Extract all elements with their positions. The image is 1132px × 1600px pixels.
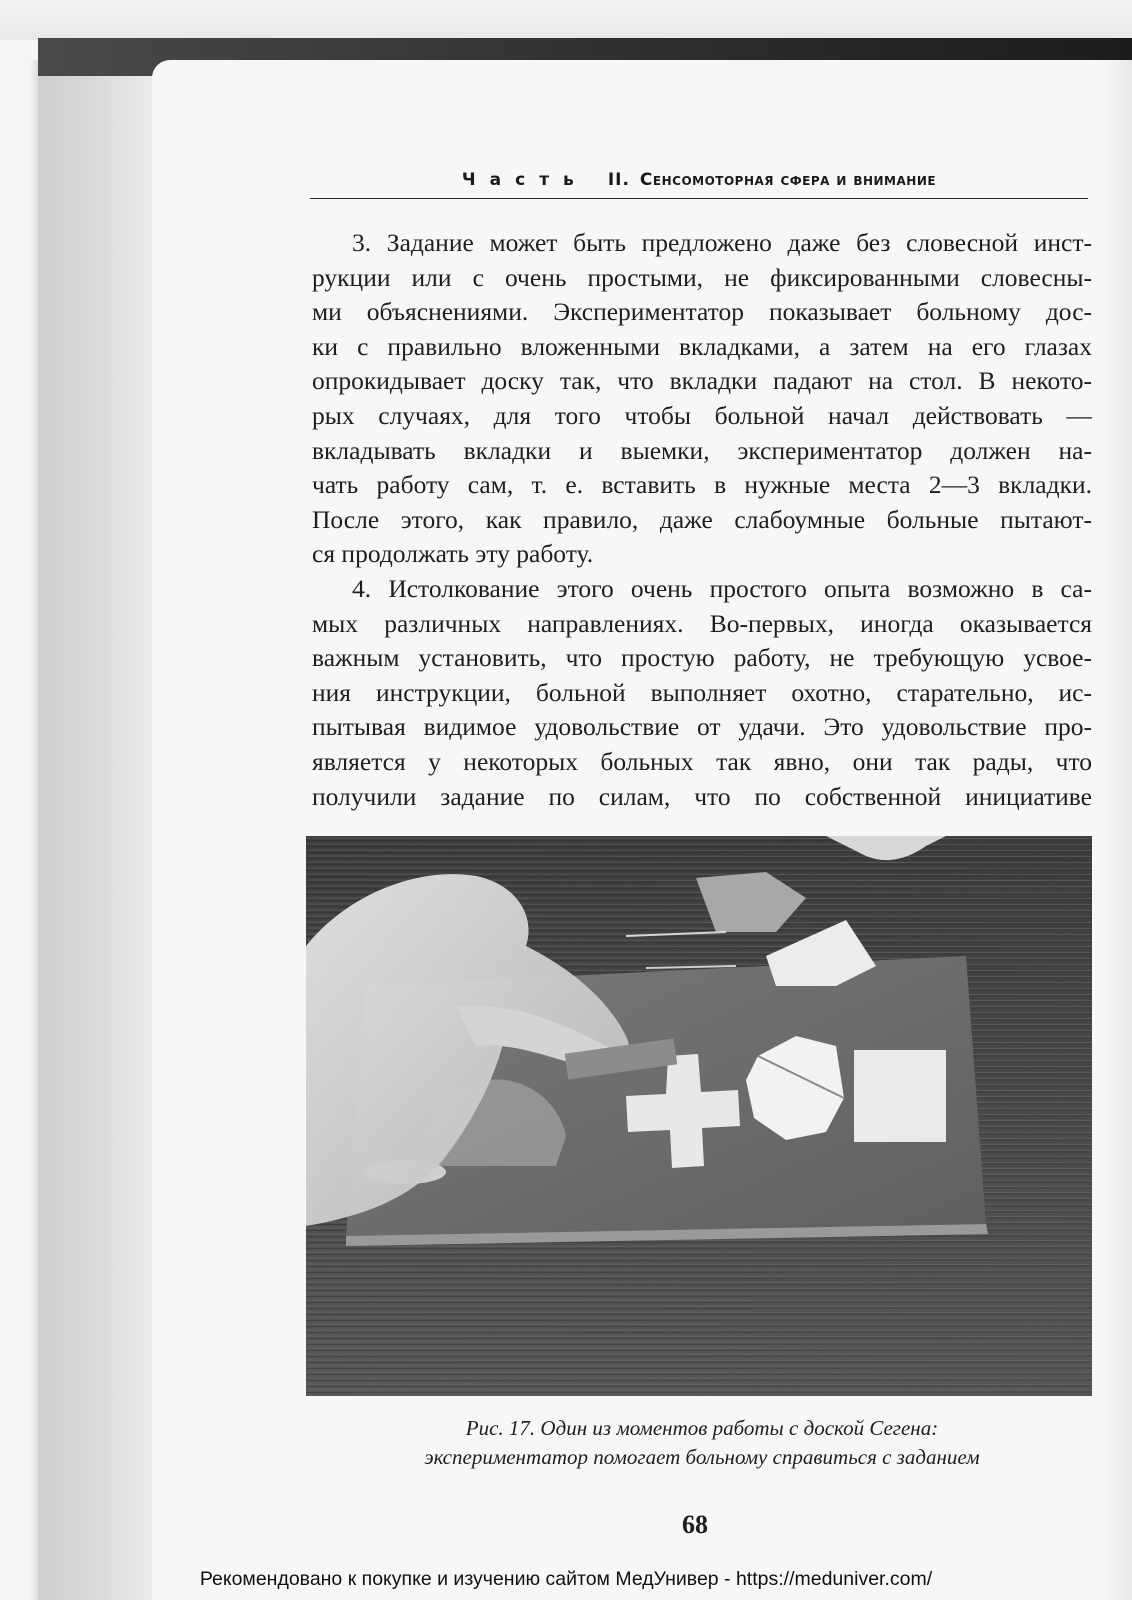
text-line: ния инструкции, больной выполняет охотно, старательно, ис-: [312, 677, 1092, 707]
running-header-part-number: II.: [607, 170, 630, 190]
body-text: [312, 226, 1092, 814]
running-header: [310, 162, 1088, 199]
page-number: 68: [682, 1510, 708, 1539]
text-line: 4. Истолкование этого очень простого опыта возможно в са-: [352, 573, 1092, 603]
page-right-shadow: [1104, 60, 1132, 1600]
text-line: ся продолжать эту работу.: [312, 539, 594, 569]
running-header-section-title: Сенсомоторная сфера и внимание: [639, 170, 937, 190]
text-line: 3. Задание может быть предложено даже без словесной инст-: [352, 228, 1092, 257]
text-line: опрокидывает доску так, что вкладки падают на стол. В некото-: [312, 366, 1092, 396]
seguin-board-photo: [306, 836, 1092, 1396]
figure-caption: [312, 1414, 1092, 1472]
figure-caption-line-1: Рис. 17. Один из моментов работы с доской Сегена:: [465, 1416, 939, 1440]
scan-top-margin: [0, 0, 1132, 40]
text-line: рых случаях, для того чтобы больной начал действовать —: [312, 400, 1092, 430]
figure-caption-line-2: экспериментатор помогает больному справиться с заданием: [424, 1445, 980, 1469]
text-line: получили задание по силам, что по собственной инициативе: [312, 781, 1092, 811]
square-insert: [854, 1050, 946, 1142]
figure-photo: [306, 836, 1092, 1396]
text-line: рукции или с очень простыми, не фиксированными словесны-: [312, 262, 1092, 292]
footer-banner: Рекомендовано к покупке и изучению сайтом МедУнивер - https://meduniver.com/: [199, 1568, 933, 1590]
book-gutter-shadow: [38, 60, 158, 1600]
text-line: ми объяснениями. Экспериментатор показывает больному дос-: [312, 297, 1092, 327]
text-line: важным установить, что простую работу, не требующую усвое-: [312, 643, 1092, 673]
text-line: ки с правильно вложенными вкладками, а затем на его глазах: [312, 331, 1092, 361]
running-header-part-label: Часть: [461, 170, 588, 190]
text-line: является у некоторых больных так явно, они так рады, что: [312, 746, 1092, 776]
text-line: После этого, как правило, даже слабоумные больные пытают-: [312, 504, 1092, 534]
text-line: мых различных направлениях. Во-первых, иногда оказывается: [312, 608, 1092, 638]
text-line: пытывая видимое удовольствие от удачи. Это удовольствие про-: [312, 712, 1092, 742]
text-line: вкладывать вкладки и выемки, экспериментатор должен на-: [312, 435, 1092, 465]
text-line: чать работу сам, т. е. вставить в нужные места 2—3 вкладки.: [312, 470, 1092, 500]
